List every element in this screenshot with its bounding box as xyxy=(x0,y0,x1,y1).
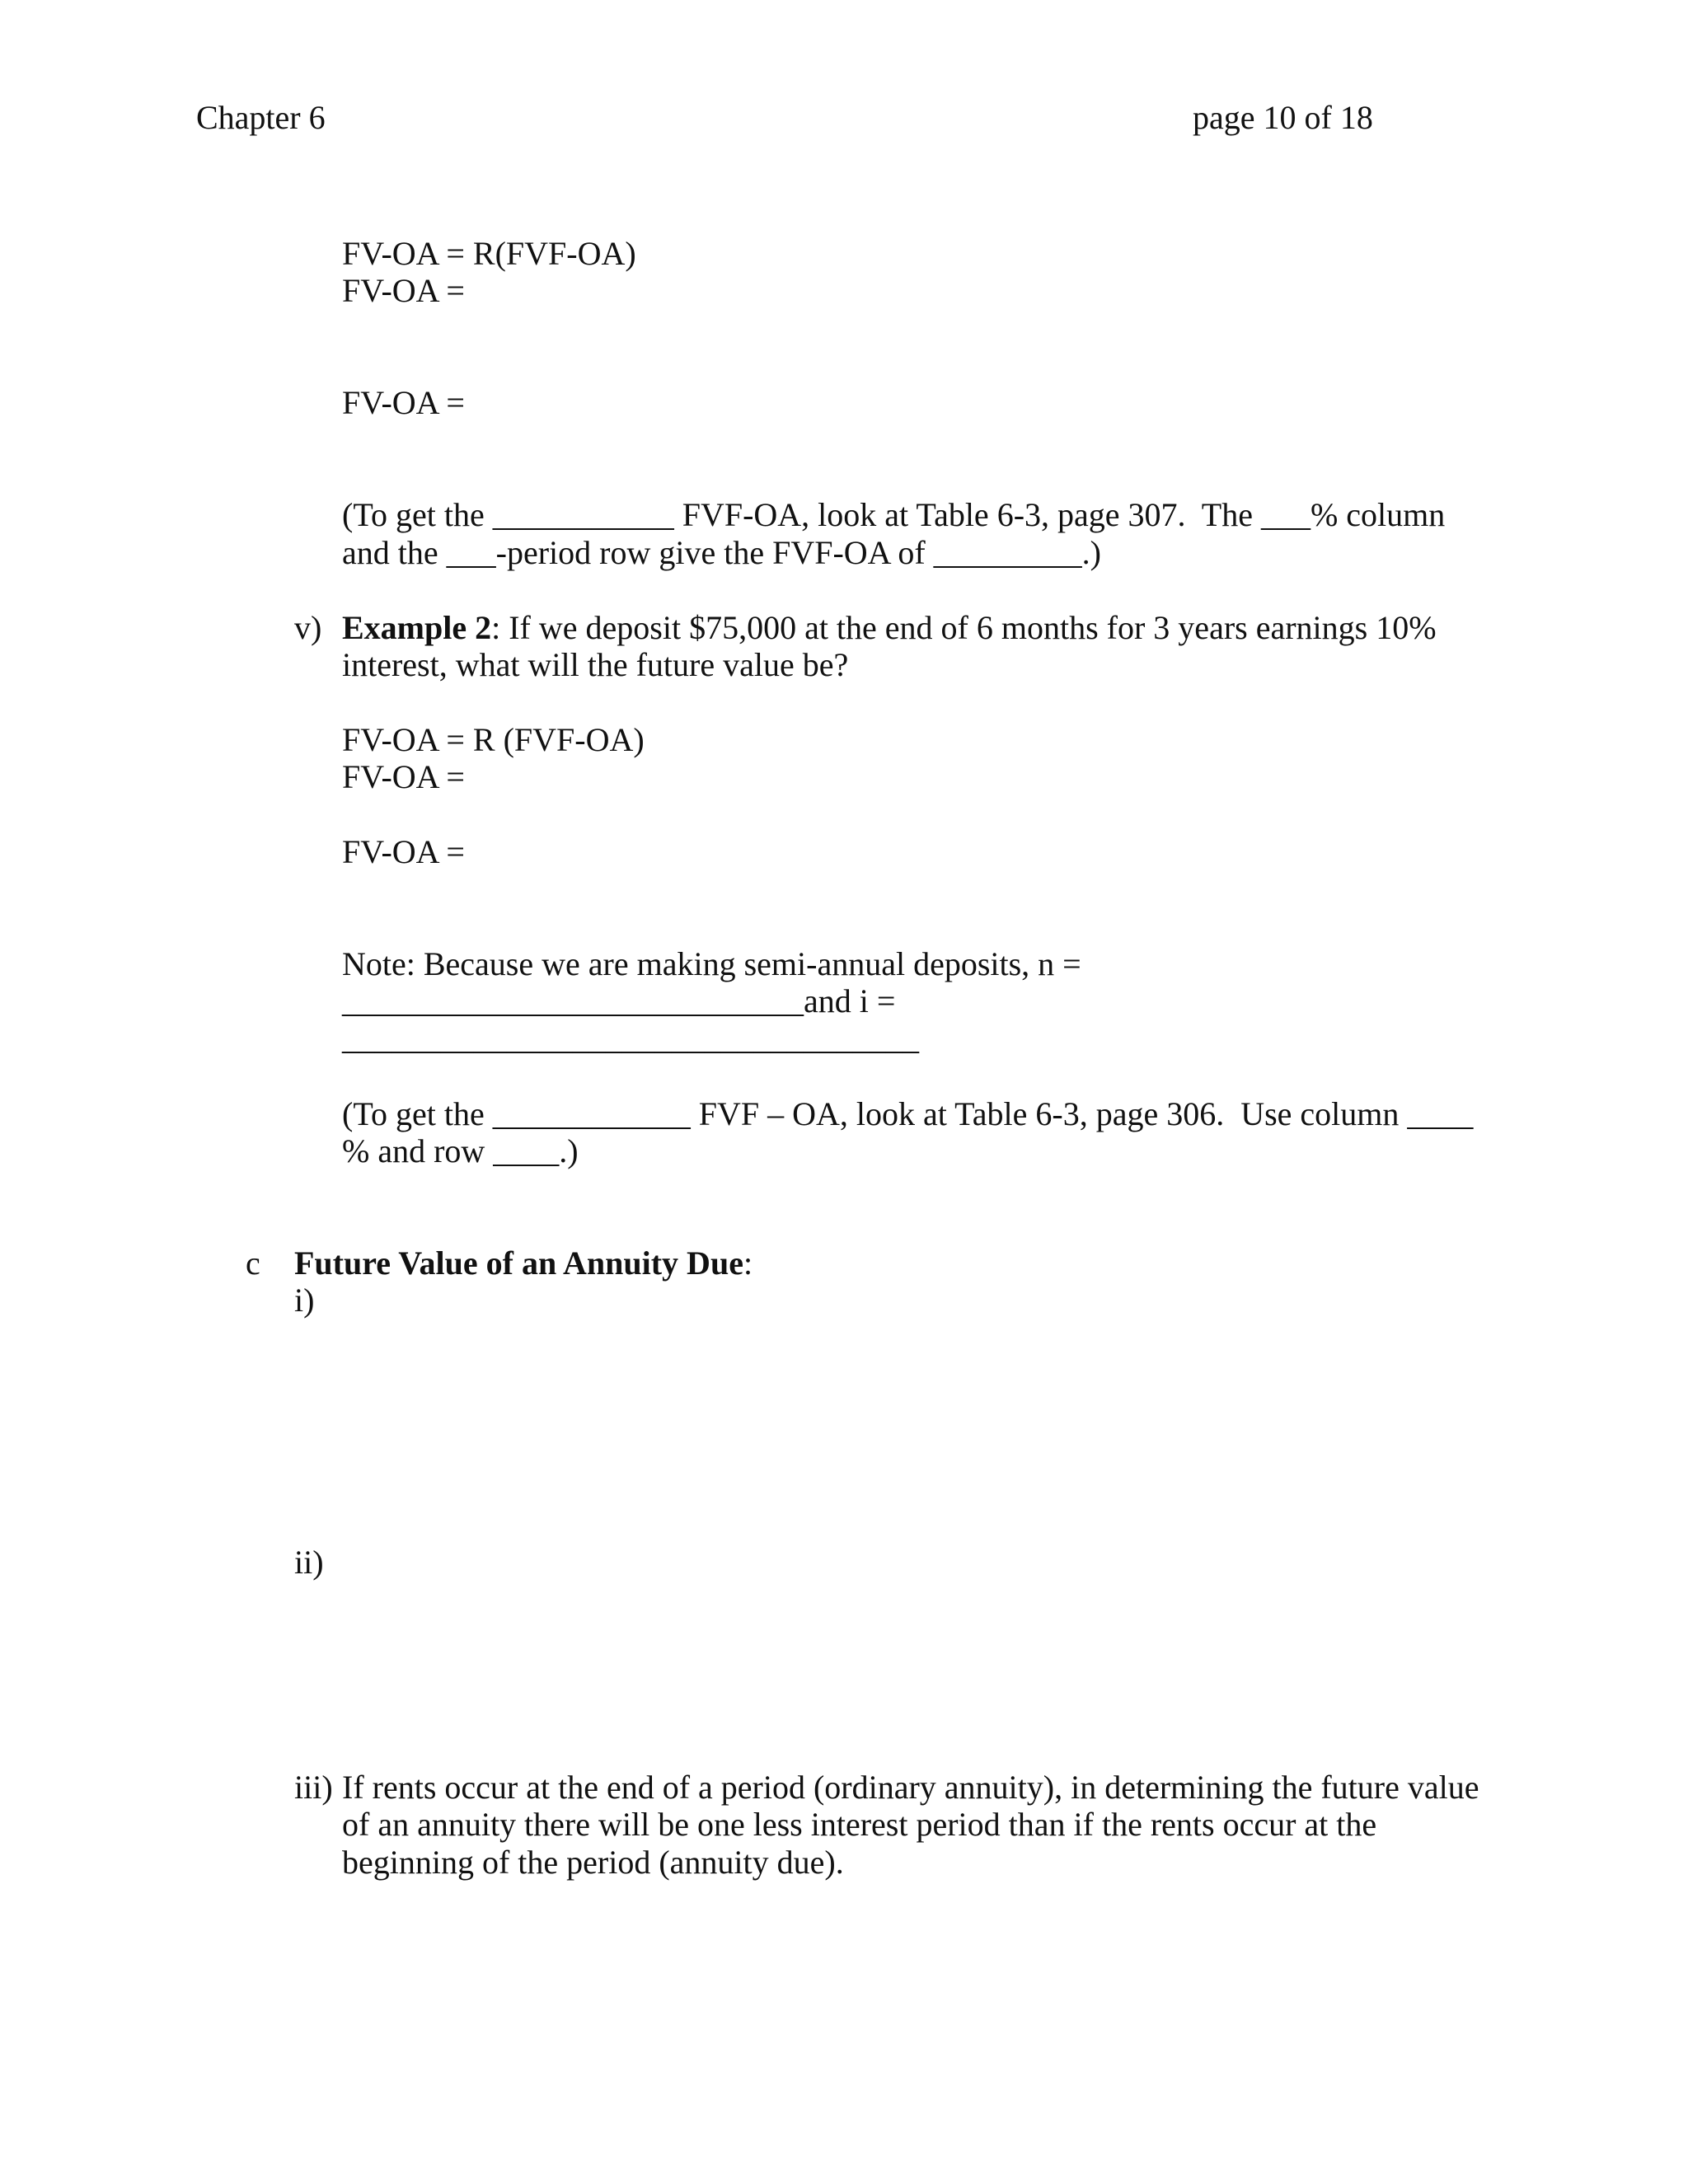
example-text: : If we deposit $75,000 at the end of 6 months for 3 years earnings 10% xyxy=(491,609,1437,646)
note-line: ____________________________and i = xyxy=(342,982,896,1019)
section-heading xyxy=(294,1244,753,1282)
note-line: ___________________________________ xyxy=(342,1019,919,1057)
section-marker: c xyxy=(246,1244,260,1282)
list-marker: iii) xyxy=(294,1769,333,1806)
paragraph-line: beginning of the period (annuity due). xyxy=(342,1844,844,1881)
list-marker: v) xyxy=(294,609,322,646)
list-marker: ii) xyxy=(294,1544,324,1581)
formula-line: FV-OA = R (FVF-OA) xyxy=(342,721,645,758)
section-title-colon: : xyxy=(743,1244,753,1282)
example-question-line xyxy=(342,609,1437,647)
section-title: Future Value of an Annuity Due xyxy=(294,1244,743,1282)
formula-line: FV-OA = xyxy=(342,272,465,309)
example-question-line: interest, what will the future value be? xyxy=(342,646,849,683)
list-marker: i) xyxy=(294,1282,315,1319)
formula-line: FV-OA = xyxy=(342,833,465,870)
table-note-line: (To get the ___________ FVF-OA, look at Table 6-3, page 307. The ___% column xyxy=(342,496,1446,533)
formula-line: FV-OA = xyxy=(342,758,465,795)
table-note-line: (To get the ____________ FVF – OA, look at Table 6-3, page 306. Use column ____ xyxy=(342,1095,1474,1132)
table-note-line: % and row ____.) xyxy=(342,1132,579,1169)
paragraph-line: If rents occur at the end of a period (ordinary annuity), in determining the future value xyxy=(342,1769,1479,1806)
table-note-line: and the ___-period row give the FVF-OA of _________.) xyxy=(342,534,1101,571)
page-number: page 10 of 18 xyxy=(1193,99,1373,136)
paragraph-line: of an annuity there will be one less interest period than if the rents occur at the xyxy=(342,1806,1377,1843)
formula-line: FV-OA = xyxy=(342,384,465,421)
example-label: Example 2 xyxy=(342,609,492,646)
formula-line: FV-OA = R(FVF-OA) xyxy=(342,235,636,272)
chapter-label: Chapter 6 xyxy=(196,99,326,136)
note-line: Note: Because we are making semi-annual deposits, n = xyxy=(342,945,1081,982)
